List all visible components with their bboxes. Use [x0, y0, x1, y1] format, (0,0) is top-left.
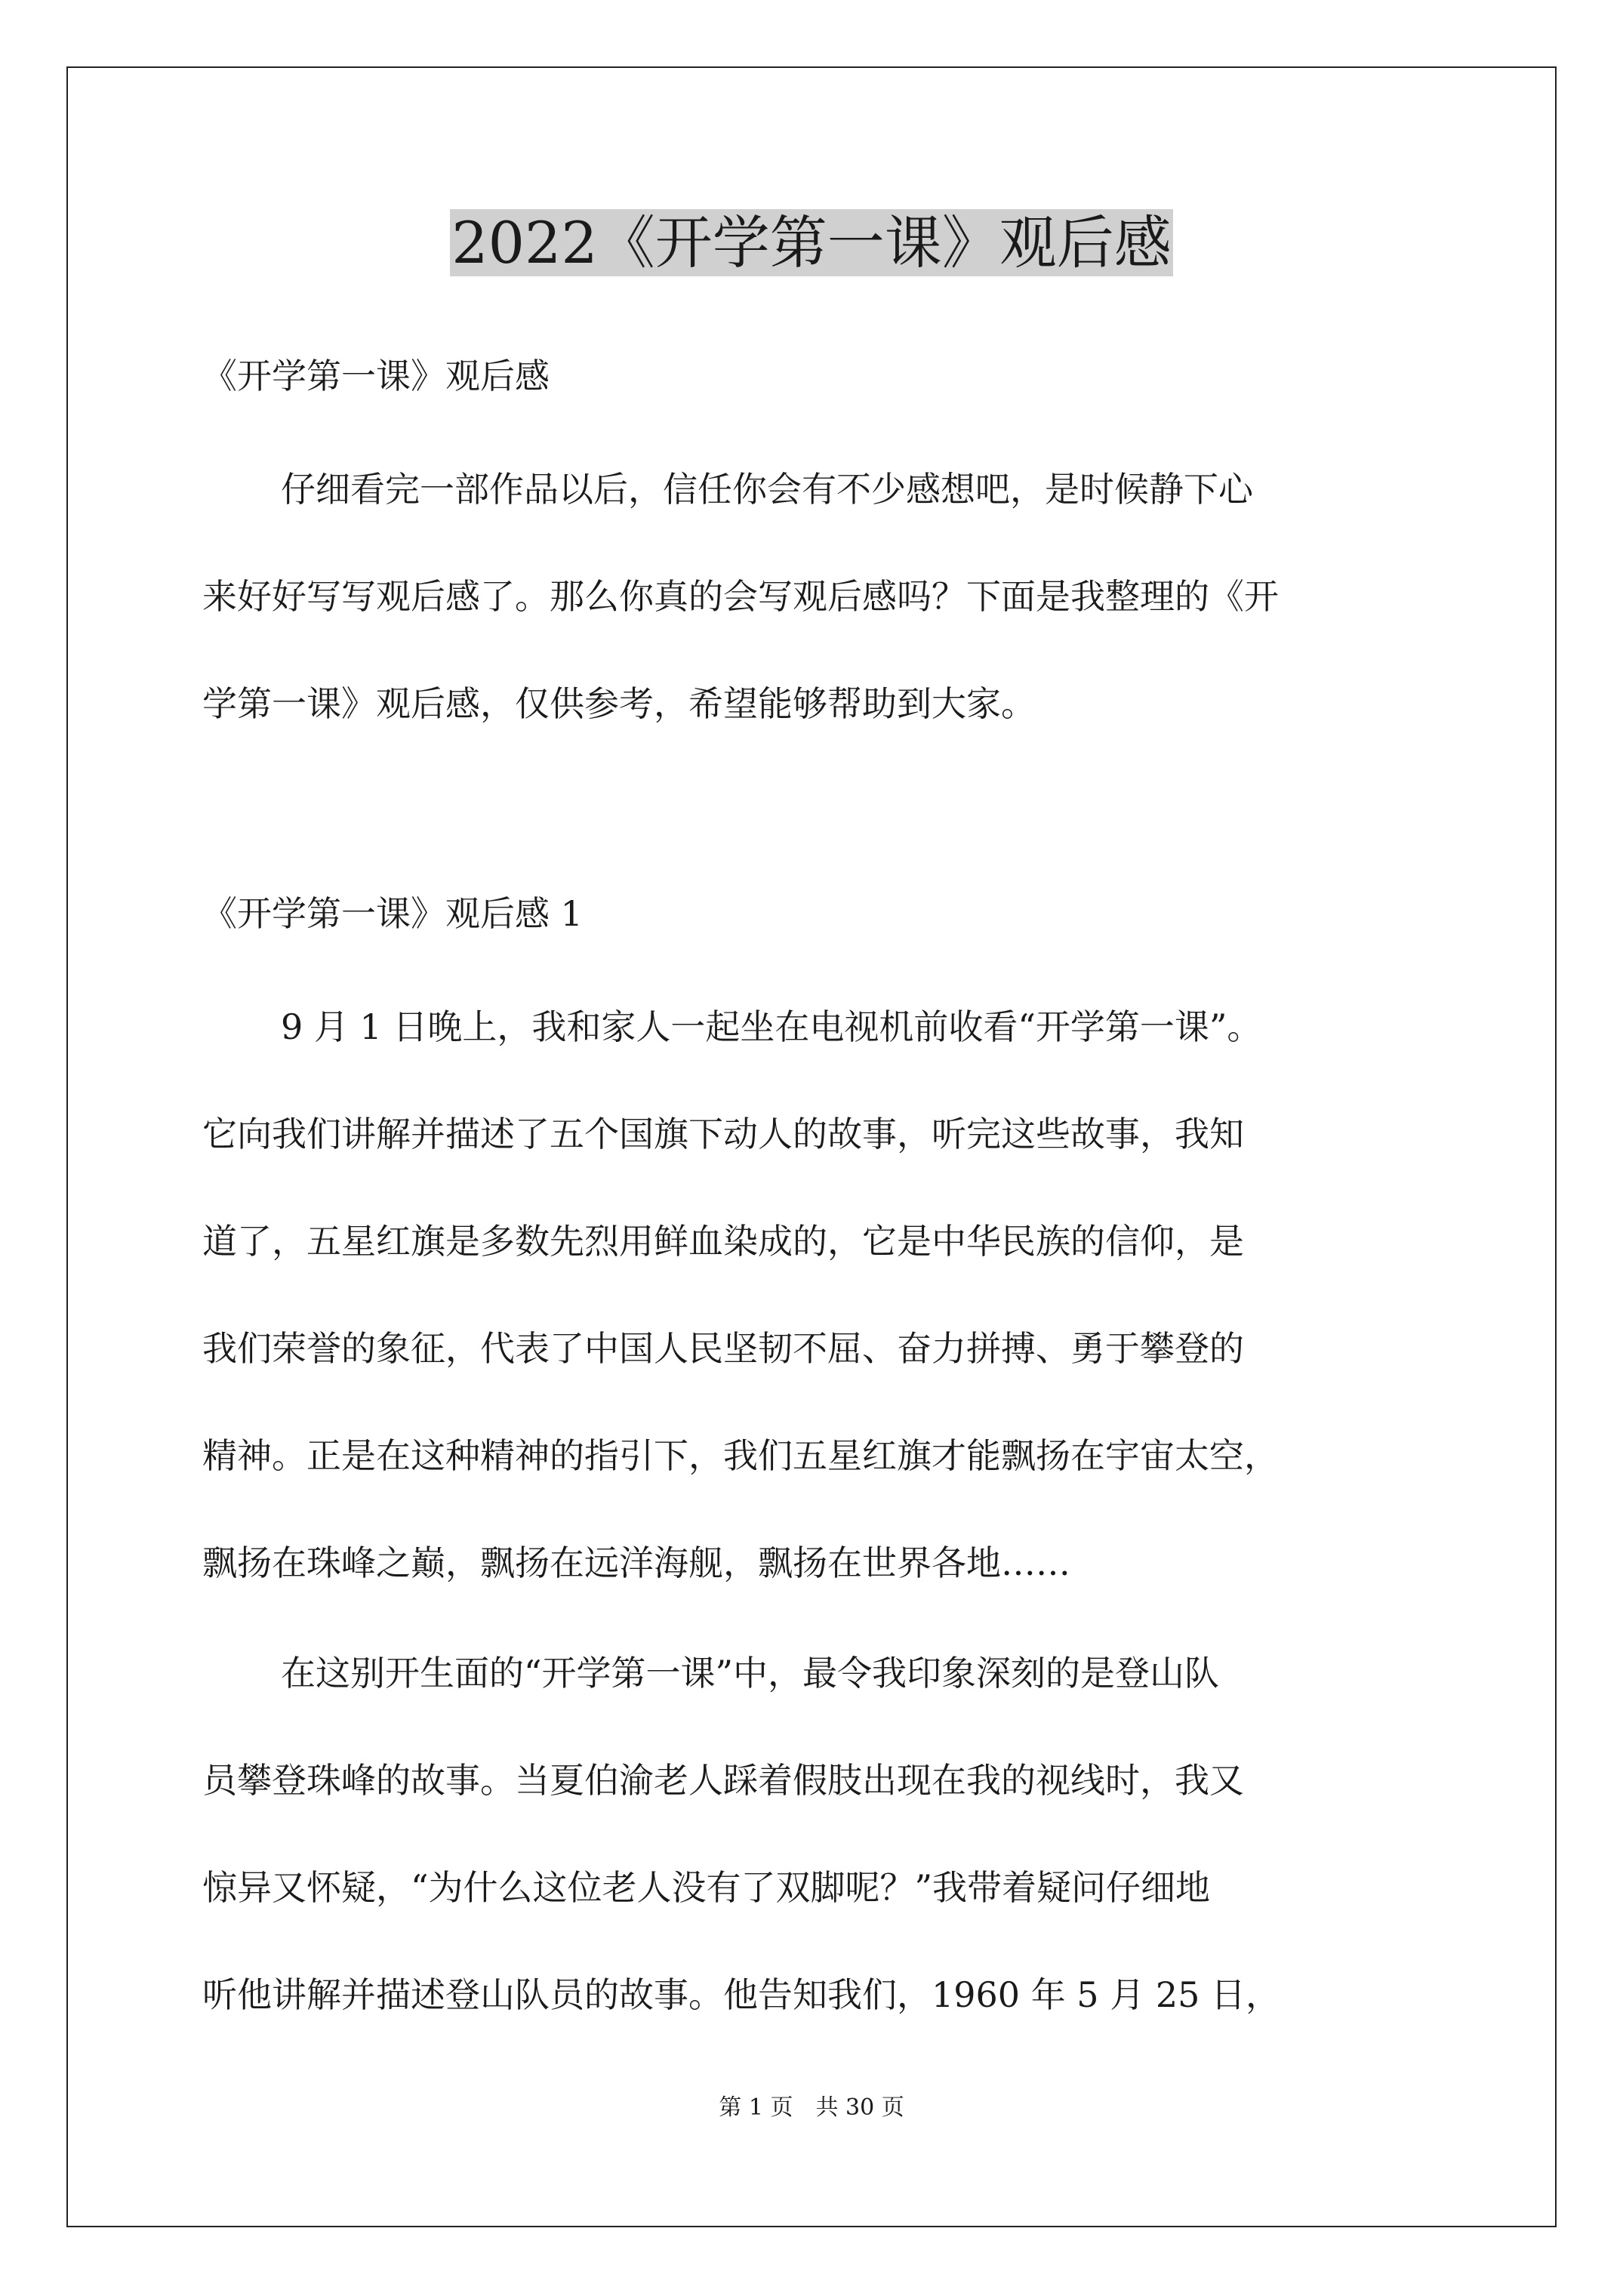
paragraph-line: 在这别开生面的“开学第一课”中，最令我印象深刻的是登山队	[281, 1653, 1220, 1693]
paragraph-line: 听他讲解并描述登山队员的故事。他告知我们，1960 年 5 月 25 日，	[202, 1974, 1280, 2015]
paragraph-line: 学第一课》观后感，仅供参考，希望能够帮助到大家。	[202, 683, 1036, 724]
paragraph-line: 9 月 1 日晚上，我和家人一起坐在电视机前收看“开学第一课”。	[281, 1006, 1262, 1047]
paragraph-line: 道了，五星红旗是多数先烈用鲜血染成的，它是中华民族的信仰，是	[202, 1221, 1244, 1262]
paragraph-line: 仔细看完一部作品以后，信任你会有不少感想吧，是时候静下心	[281, 469, 1253, 510]
paragraph-line: 来好好写写观后感了。那么你真的会写观后感吗？下面是我整理的《开	[202, 576, 1279, 617]
paragraph-line: 我们荣誉的象征，代表了中国人民坚韧不屈、奋力拼搏、勇于攀登的	[202, 1328, 1244, 1369]
page-footer: 第 1 页 共 30 页	[719, 2094, 904, 2121]
paragraph-line: 惊异又怀疑，“为什么这位老人没有了双脚呢？”我带着疑问仔细地	[202, 1867, 1211, 1908]
document-title	[0, 205, 1623, 281]
paragraph-line: 员攀登珠峰的故事。当夏伯渝老人踩着假肢出现在我的视线时，我又	[202, 1760, 1244, 1801]
section-heading: 《开学第一课》观后感	[202, 356, 550, 396]
section-heading: 《开学第一课》观后感 1	[202, 893, 583, 934]
paragraph-line: 它向我们讲解并描述了五个国旗下动人的故事，听完这些故事，我知	[202, 1114, 1244, 1154]
document-title-text: 2022《开学第一课》观后感	[451, 209, 1172, 276]
paragraph-line: 飘扬在珠峰之巅，飘扬在远洋海舰，飘扬在世界各地……	[202, 1542, 1070, 1583]
paragraph-line: 精神。正是在这种精神的指引下，我们五星红旗才能飘扬在宇宙太空，	[202, 1435, 1279, 1476]
